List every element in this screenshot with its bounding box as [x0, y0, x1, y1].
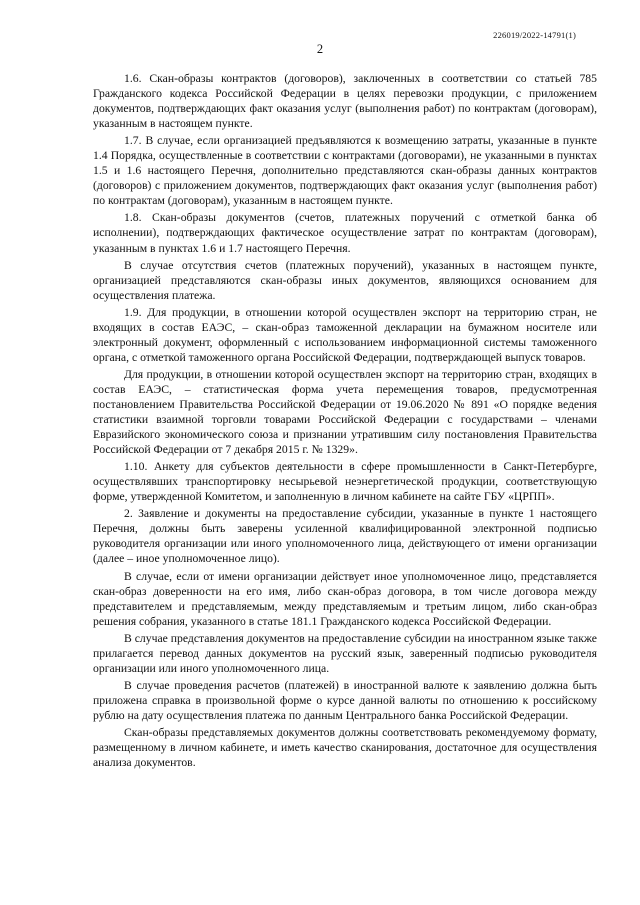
paragraph-1-10: 1.10. Анкету для субъектов деятельности в сфере промышленности в Санкт-Петербурге, осуществлявших транспортировку несырьевой неэнергетической продукции, соответствующую форме, утвержденной Комитетом, и заполненную в личном кабинете на сайте ГБУ «ЦРПП». [93, 460, 597, 504]
paragraph-1-7: 1.7. В случае, если организацией предъявляются к возмещению затраты, указанные в пункте 1.4 Порядка, осуществленные в соответствии с контрактами (договорами), не указанными в пунктах 1.5 и 1.6 настоящего Перечня, дополнительно представляются скан-образы данных контрактов (договоров) с приложением документов, подтверждающих факт оказания услуг (выполнения работ) по контрактам (договорам), указанным в настоящем пункте. [93, 134, 597, 208]
page-number: 2 [316, 42, 324, 56]
paragraph-1-8: 1.8. Скан-образы документов (счетов, платежных поручений с отметкой банка об исполнении), подтверждающих фактическое осуществление затрат по контрактам (договорам), указанным в пунктах 1.6 и 1.7 настоящего Перечня. [93, 211, 597, 255]
document-id: 226019/2022-14791(1) [493, 30, 576, 40]
paragraph-1-6: 1.6. Скан-образы контрактов (договоров), заключенных в соответствии со статьей 785 Гражданского кодекса Российской Федерации в целях перевозки продукции, с приложением документов, подтверждающих факт оказания услуг (выполнения работ) по контрактам (договорам), указанным в настоящем пункте. [93, 72, 597, 131]
paragraph-2-authorized-person: В случае, если от имени организации действует иное уполномоченное лицо, представляется скан-образ доверенности на его имя, либо скан-образ договора, в том числе договора между представителем и представляемым, между представляемым и третьим лицом, либо скан-образ решения собрания, указанного в статье 181.1 Гражданского кодекса Российской Федерации. [93, 569, 597, 628]
paragraph-1-8-note: В случае отсутствия счетов (платежных поручений), указанных в настоящем пункте, организацией представляются скан-образы иных документов, являющихся основанием для осуществления платежа. [93, 258, 597, 302]
document-body [93, 71, 597, 770]
paragraph-2-scan-quality: Скан-образы представляемых документов должны соответствовать рекомендуемому формату, размещенному в личном кабинете, и иметь качество сканирования, достаточное для осуществления анализа документов. [93, 725, 597, 770]
paragraph-2-currency: В случае проведения расчетов (платежей) в иностранной валюте к заявлению должна быть приложена справка в произвольной форме о курсе данной валюты по отношению к российскому рублю на дату осуществления платежа по данным Центрального банка Российской Федерации. [93, 678, 597, 722]
paragraph-2: 2. Заявление и документы на предоставление субсидии, указанные в пункте 1 настоящего Перечня, должны быть заверены усиленной квалифицированной электронной подписью руководителя организации или иного уполномоченного лица, действующего от имени организации (далее – иное уполномоченное лицо). [93, 507, 597, 566]
paragraph-1-9-eaeu: Для продукции, в отношении которой осуществлен экспорт на территорию стран, входящих в состав ЕАЭС, – статистическая форма учета перемещения товаров, предусмотренная постановлением Правительства Российской Федерации от 19.06.2020 № 891 «О порядке ведения статистики взаимной торговли товарами Российской Федерации с государствами – членами Евразийского экономического союза и признании утратившим силу постановления Правительства Российской Федерации от 7 декабря 2015 г. № 1329». [93, 367, 597, 457]
paragraph-2-translation: В случае представления документов на предоставление субсидии на иностранном языке также прилагается перевод данных документов на русский язык, заверенный подписью руководителя организации или иного уполномоченного лица. [93, 631, 597, 675]
paragraph-1-9: 1.9. Для продукции, в отношении которой осуществлен экспорт на территорию стран, не входящих в состав ЕАЭС, – скан-образ таможенной декларации на бумажном носителе или электронный документ, оформленный с использованием информационной системы таможенного органа, с отметкой таможенного органа Российской Федерации, подтверждающей выпуск товаров. [93, 305, 597, 364]
